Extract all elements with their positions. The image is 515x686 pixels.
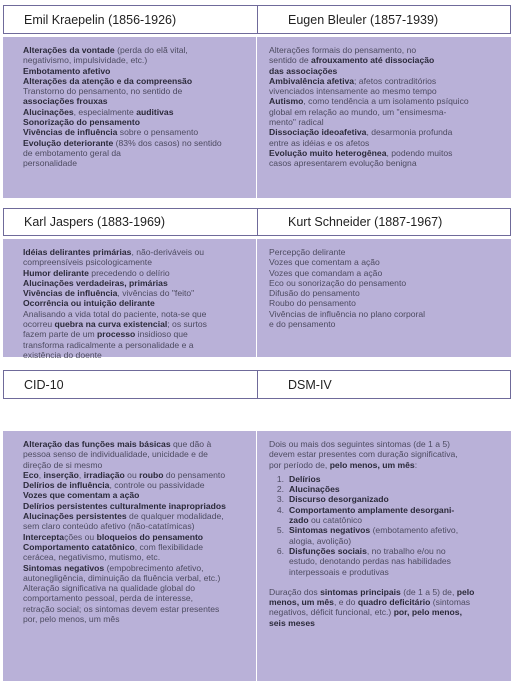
schneider-content bbox=[257, 239, 511, 357]
text-line: compreensíveis psicologicamente bbox=[23, 257, 152, 268]
bleuler-content bbox=[257, 37, 511, 198]
bold-term: Comportamento amplamente desorgani- bbox=[289, 504, 455, 515]
text-line: Alteração das funções mais básicas que dão à bbox=[23, 439, 212, 449]
bold-term: inserção bbox=[43, 469, 79, 480]
bold-term: auditivas bbox=[136, 106, 174, 117]
bold-term: associações frouxas bbox=[23, 96, 108, 107]
text-line: Delírios de influência, controle ou passividade bbox=[23, 480, 205, 491]
bold-term: Sintomas negativos bbox=[23, 562, 105, 573]
text-line: Vivências de influência sobre o pensamento bbox=[23, 127, 199, 138]
bold-term: Embotamento afetivo bbox=[23, 65, 111, 76]
header-dsm4 bbox=[257, 370, 511, 399]
dsm-outro-line: menos, um mês, e do quadro deficitário (sintomas bbox=[269, 597, 471, 608]
bold-term: menos, um mês bbox=[269, 597, 334, 608]
dsm-criteria-list bbox=[269, 474, 501, 577]
bold-term: Evolução muito heterogênea bbox=[269, 147, 387, 158]
criterion-line bbox=[269, 505, 501, 515]
title-schneider: Kurt Schneider (1887-1967) bbox=[288, 215, 443, 229]
bold-term: Alucinações persistentes bbox=[23, 511, 127, 522]
criterion-line: 6. Disfunções sociais, no trabalho e/ou no bbox=[269, 546, 501, 556]
text-line: Analisando a vida total do paciente, nota-se que bbox=[23, 308, 207, 319]
criterion-number: 4. bbox=[276, 504, 284, 515]
bold-term: Sintomas negativos bbox=[289, 525, 371, 536]
header-cid10 bbox=[3, 370, 257, 399]
bold-term: bloqueios do pensamento bbox=[96, 531, 204, 542]
criterion-number: 3. bbox=[276, 494, 284, 505]
dsm-intro-line: por período de, pelo menos, um mês: bbox=[269, 459, 418, 470]
bold-term: das associações bbox=[269, 65, 338, 76]
text-line: Autismo, como tendência a um isolamento psíquico bbox=[269, 96, 469, 107]
criterion-line bbox=[269, 494, 501, 504]
text-line: Ambivalência afetiva; afetos contraditórios bbox=[269, 75, 437, 86]
bold-term: irradiação bbox=[83, 469, 125, 480]
criterion-number: 6. bbox=[276, 545, 284, 556]
text-line bbox=[23, 96, 246, 106]
text-line: por, pelo menos, um mês bbox=[23, 614, 120, 625]
text-line: Alucinações, especialmente auditivas bbox=[23, 106, 174, 117]
criterion-line: alogia, avolição) bbox=[289, 535, 352, 546]
body-row-1 bbox=[3, 37, 511, 198]
text-line: Percepção delirante bbox=[269, 247, 346, 257]
bold-term: Delírios persistentes culturalmente inapropriados bbox=[23, 500, 226, 511]
dsm-criterion-item bbox=[269, 474, 501, 484]
cid10-content bbox=[3, 431, 257, 681]
dsm-outro-line bbox=[269, 618, 501, 628]
text-line: direção de si mesmo bbox=[23, 459, 103, 470]
text-line: Vivências de influência, vivências do "feito" bbox=[23, 288, 195, 299]
text-line: Transtorno do pensamento, no sentido de bbox=[23, 86, 183, 97]
text-line: Humor delirante precedendo o delírio bbox=[23, 267, 170, 278]
bold-term: Dissociação ideoafetiva bbox=[269, 127, 367, 138]
body-row-3 bbox=[3, 431, 511, 681]
text-line: vivenciados intensamente ao mesmo tempo bbox=[269, 86, 437, 97]
bold-term: Alterações da vontade bbox=[23, 45, 115, 55]
bold-term: Intercepta bbox=[23, 531, 65, 542]
text-line: de embotamento geral da bbox=[23, 147, 121, 158]
bold-term: Discurso desorganizado bbox=[289, 494, 389, 505]
bold-term: Humor delirante bbox=[23, 267, 89, 278]
text-line: Vozes que comandam a ação bbox=[269, 267, 383, 278]
dsm-criterion-item bbox=[269, 525, 501, 546]
bold-term: Idéias delirantes primárias bbox=[23, 247, 132, 257]
jaspers-content bbox=[3, 239, 257, 360]
text-line: Alterações formais do pensamento, no bbox=[269, 45, 417, 55]
text-line bbox=[23, 117, 246, 127]
bold-term: Vivências de influência bbox=[23, 288, 118, 299]
text-line: Difusão do pensamento bbox=[269, 288, 360, 299]
title-bleuler: Eugen Bleuler (1857-1939) bbox=[288, 12, 439, 27]
dsm-criterion-item bbox=[269, 494, 501, 504]
dsm-criterion-item bbox=[269, 505, 501, 526]
criterion-line bbox=[269, 474, 501, 484]
criterion-line: zado ou catatônico bbox=[289, 515, 363, 526]
criterion-number: 5. bbox=[276, 525, 284, 536]
text-line bbox=[23, 66, 246, 76]
text-line: negativismo, impulsividade, etc.) bbox=[23, 55, 148, 66]
text-line: e do pensamento bbox=[269, 319, 336, 330]
title-dsm4: DSM-IV bbox=[288, 377, 332, 392]
bold-term: quadro deficitário bbox=[357, 597, 431, 608]
bold-term: Sonorização do pensamento bbox=[23, 117, 140, 128]
text-line: sem claro conteúdo afetivo (não-catatímicas) bbox=[23, 521, 195, 532]
bold-term: Alucinações bbox=[23, 106, 74, 117]
bold-term: Delírios bbox=[289, 473, 321, 484]
text-line: Vivências de influência no plano corporal bbox=[269, 308, 426, 319]
text-line: Evolução deteriorante (83% dos casos) no sentido bbox=[23, 137, 222, 148]
bold-term: processo bbox=[97, 329, 136, 340]
bold-term: pelo bbox=[456, 586, 475, 597]
text-line: ocorreu quebra na curva existencial; os surtos bbox=[23, 319, 207, 330]
text-line: mento" radical bbox=[269, 117, 324, 128]
criterion-line: estudo, denotando perdas nas habilidades bbox=[289, 556, 451, 567]
bold-term: Alucinações verdadeiras, primárias bbox=[23, 277, 168, 288]
body-row-2 bbox=[3, 239, 511, 360]
text-line bbox=[23, 298, 246, 308]
text-line: comportamento pessoal, perda de interesse, bbox=[23, 593, 194, 604]
header-row-3 bbox=[3, 370, 511, 399]
text-line: Comportamento catatônico, com flexibilidade bbox=[23, 541, 204, 552]
header-schneider bbox=[257, 208, 511, 236]
text-line: Alucinações persistentes de qualquer modalidade, bbox=[23, 511, 224, 522]
criterion-line: 5. Sintomas negativos (embotamento afetivo, bbox=[269, 525, 501, 535]
text-line: retração social; os sintomas devem estar presentes bbox=[23, 603, 220, 614]
criterion-line bbox=[269, 484, 501, 494]
text-line: Interceptações ou bloqueios do pensamento bbox=[23, 531, 204, 542]
text-line: Alteração significativa na qualidade global do bbox=[23, 583, 195, 594]
bold-term: Disfunções sociais bbox=[289, 545, 367, 556]
text-line: Roubo do pensamento bbox=[269, 298, 356, 309]
text-line: Vozes que comentam a ação bbox=[269, 257, 380, 268]
bold-term: seis meses bbox=[269, 617, 315, 628]
dsm-intro-line: devem estar presentes com duração significativa, bbox=[269, 449, 458, 460]
bold-term: Ocorrência ou intuição delirante bbox=[23, 298, 155, 309]
text-line bbox=[23, 278, 246, 288]
text-line: personalidade bbox=[23, 158, 77, 169]
bold-term: Ambivalência afetiva bbox=[269, 75, 355, 86]
bold-term: Comportamento catatônico bbox=[23, 541, 135, 552]
text-line: fazem parte de um processo insidioso que bbox=[23, 329, 188, 340]
text-line: global em relação ao mundo, um "ensimesma- bbox=[269, 106, 447, 117]
dsm-outro-line: Duração dos sintomas principais (de 1 a 5) de, pelo bbox=[269, 586, 475, 597]
bold-term: quebra na curva existencial bbox=[54, 319, 168, 330]
header-jaspers bbox=[3, 208, 257, 236]
bold-term: Alucinações bbox=[289, 484, 340, 495]
text-line: sentido de afrouxamento até dissociação bbox=[269, 55, 435, 66]
header-row-1 bbox=[3, 5, 511, 34]
bold-term: Vivências de influência bbox=[23, 127, 118, 138]
header-row-2 bbox=[3, 208, 511, 236]
text-line: pessoa senso de individualidade, unicidade e de bbox=[23, 449, 208, 460]
text-line bbox=[269, 66, 501, 76]
criterion-number: 2. bbox=[276, 484, 284, 495]
text-line: Eco, inserção, irradiação ou roubo do pensamento bbox=[23, 469, 226, 480]
text-line bbox=[23, 76, 246, 86]
dsm4-content bbox=[257, 431, 511, 681]
text-line: casos apresentarem evolução benigna bbox=[269, 158, 417, 169]
criterion-number: 1. bbox=[276, 473, 284, 484]
text-line: existência do doente bbox=[23, 349, 102, 360]
text-line: Sintomas negativos (empobrecimento afetivo, bbox=[23, 562, 204, 573]
bold-term: por, pelo menos, bbox=[393, 607, 462, 618]
bold-term: Vozes que comentam a ação bbox=[23, 490, 140, 501]
dsm-criterion-item bbox=[269, 546, 501, 577]
text-line: Alterações da vontade (perda do elã vital, bbox=[23, 45, 188, 55]
header-kraepelin bbox=[3, 5, 257, 34]
bold-term: roubo bbox=[139, 469, 164, 480]
text-line: Evolução muito heterogênea, podendo muitos bbox=[269, 147, 453, 158]
criterion-line: interpessoais e produtivas bbox=[289, 566, 389, 577]
text-line bbox=[23, 501, 246, 511]
text-line: transforma radicalmente a personalidade e a bbox=[23, 339, 194, 350]
bold-term: zado bbox=[289, 515, 309, 526]
dsm-intro-line: Dois ou mais dos seguintes sintomas (de 1 a 5) bbox=[269, 439, 451, 449]
bold-term: afrouxamento até dissociação bbox=[311, 55, 435, 66]
text-line: cerácea, negativismo, mutismo, etc. bbox=[23, 552, 161, 563]
dsm-outro-line: negativos, déficit funcional, etc.) por, pelo menos, bbox=[269, 607, 462, 618]
title-jaspers: Karl Jaspers (1883-1969) bbox=[24, 215, 166, 229]
bold-term: Autismo bbox=[269, 96, 304, 107]
text-line bbox=[23, 490, 246, 500]
bold-term: Eco bbox=[23, 469, 39, 480]
bold-term: pelo menos, um mês bbox=[329, 459, 415, 470]
text-line: Dissociação ideoafetiva, desarmonia profunda bbox=[269, 127, 453, 138]
bold-term: Delírios de influência bbox=[23, 480, 110, 491]
bold-term: Alteração das funções mais básicas bbox=[23, 439, 171, 449]
text-line: entre as idéias e os afetos bbox=[269, 137, 370, 148]
text-line: autonegligência, diminuição da fluência verbal, etc.) bbox=[23, 572, 221, 583]
dsm-criterion-item bbox=[269, 484, 501, 494]
text-line: Idéias delirantes primárias, não-deriváveis ou bbox=[23, 247, 205, 257]
kraepelin-content bbox=[3, 37, 257, 198]
title-kraepelin: Emil Kraepelin (1856-1926) bbox=[24, 12, 177, 27]
bold-term: sintomas principais bbox=[320, 586, 401, 597]
text-line: Eco ou sonorização do pensamento bbox=[269, 277, 407, 288]
header-bleuler bbox=[257, 5, 511, 34]
bold-term: Alterações da atenção e da compreensão bbox=[23, 75, 193, 86]
title-cid10: CID-10 bbox=[24, 377, 64, 392]
bold-term: Evolução deteriorante bbox=[23, 137, 114, 148]
